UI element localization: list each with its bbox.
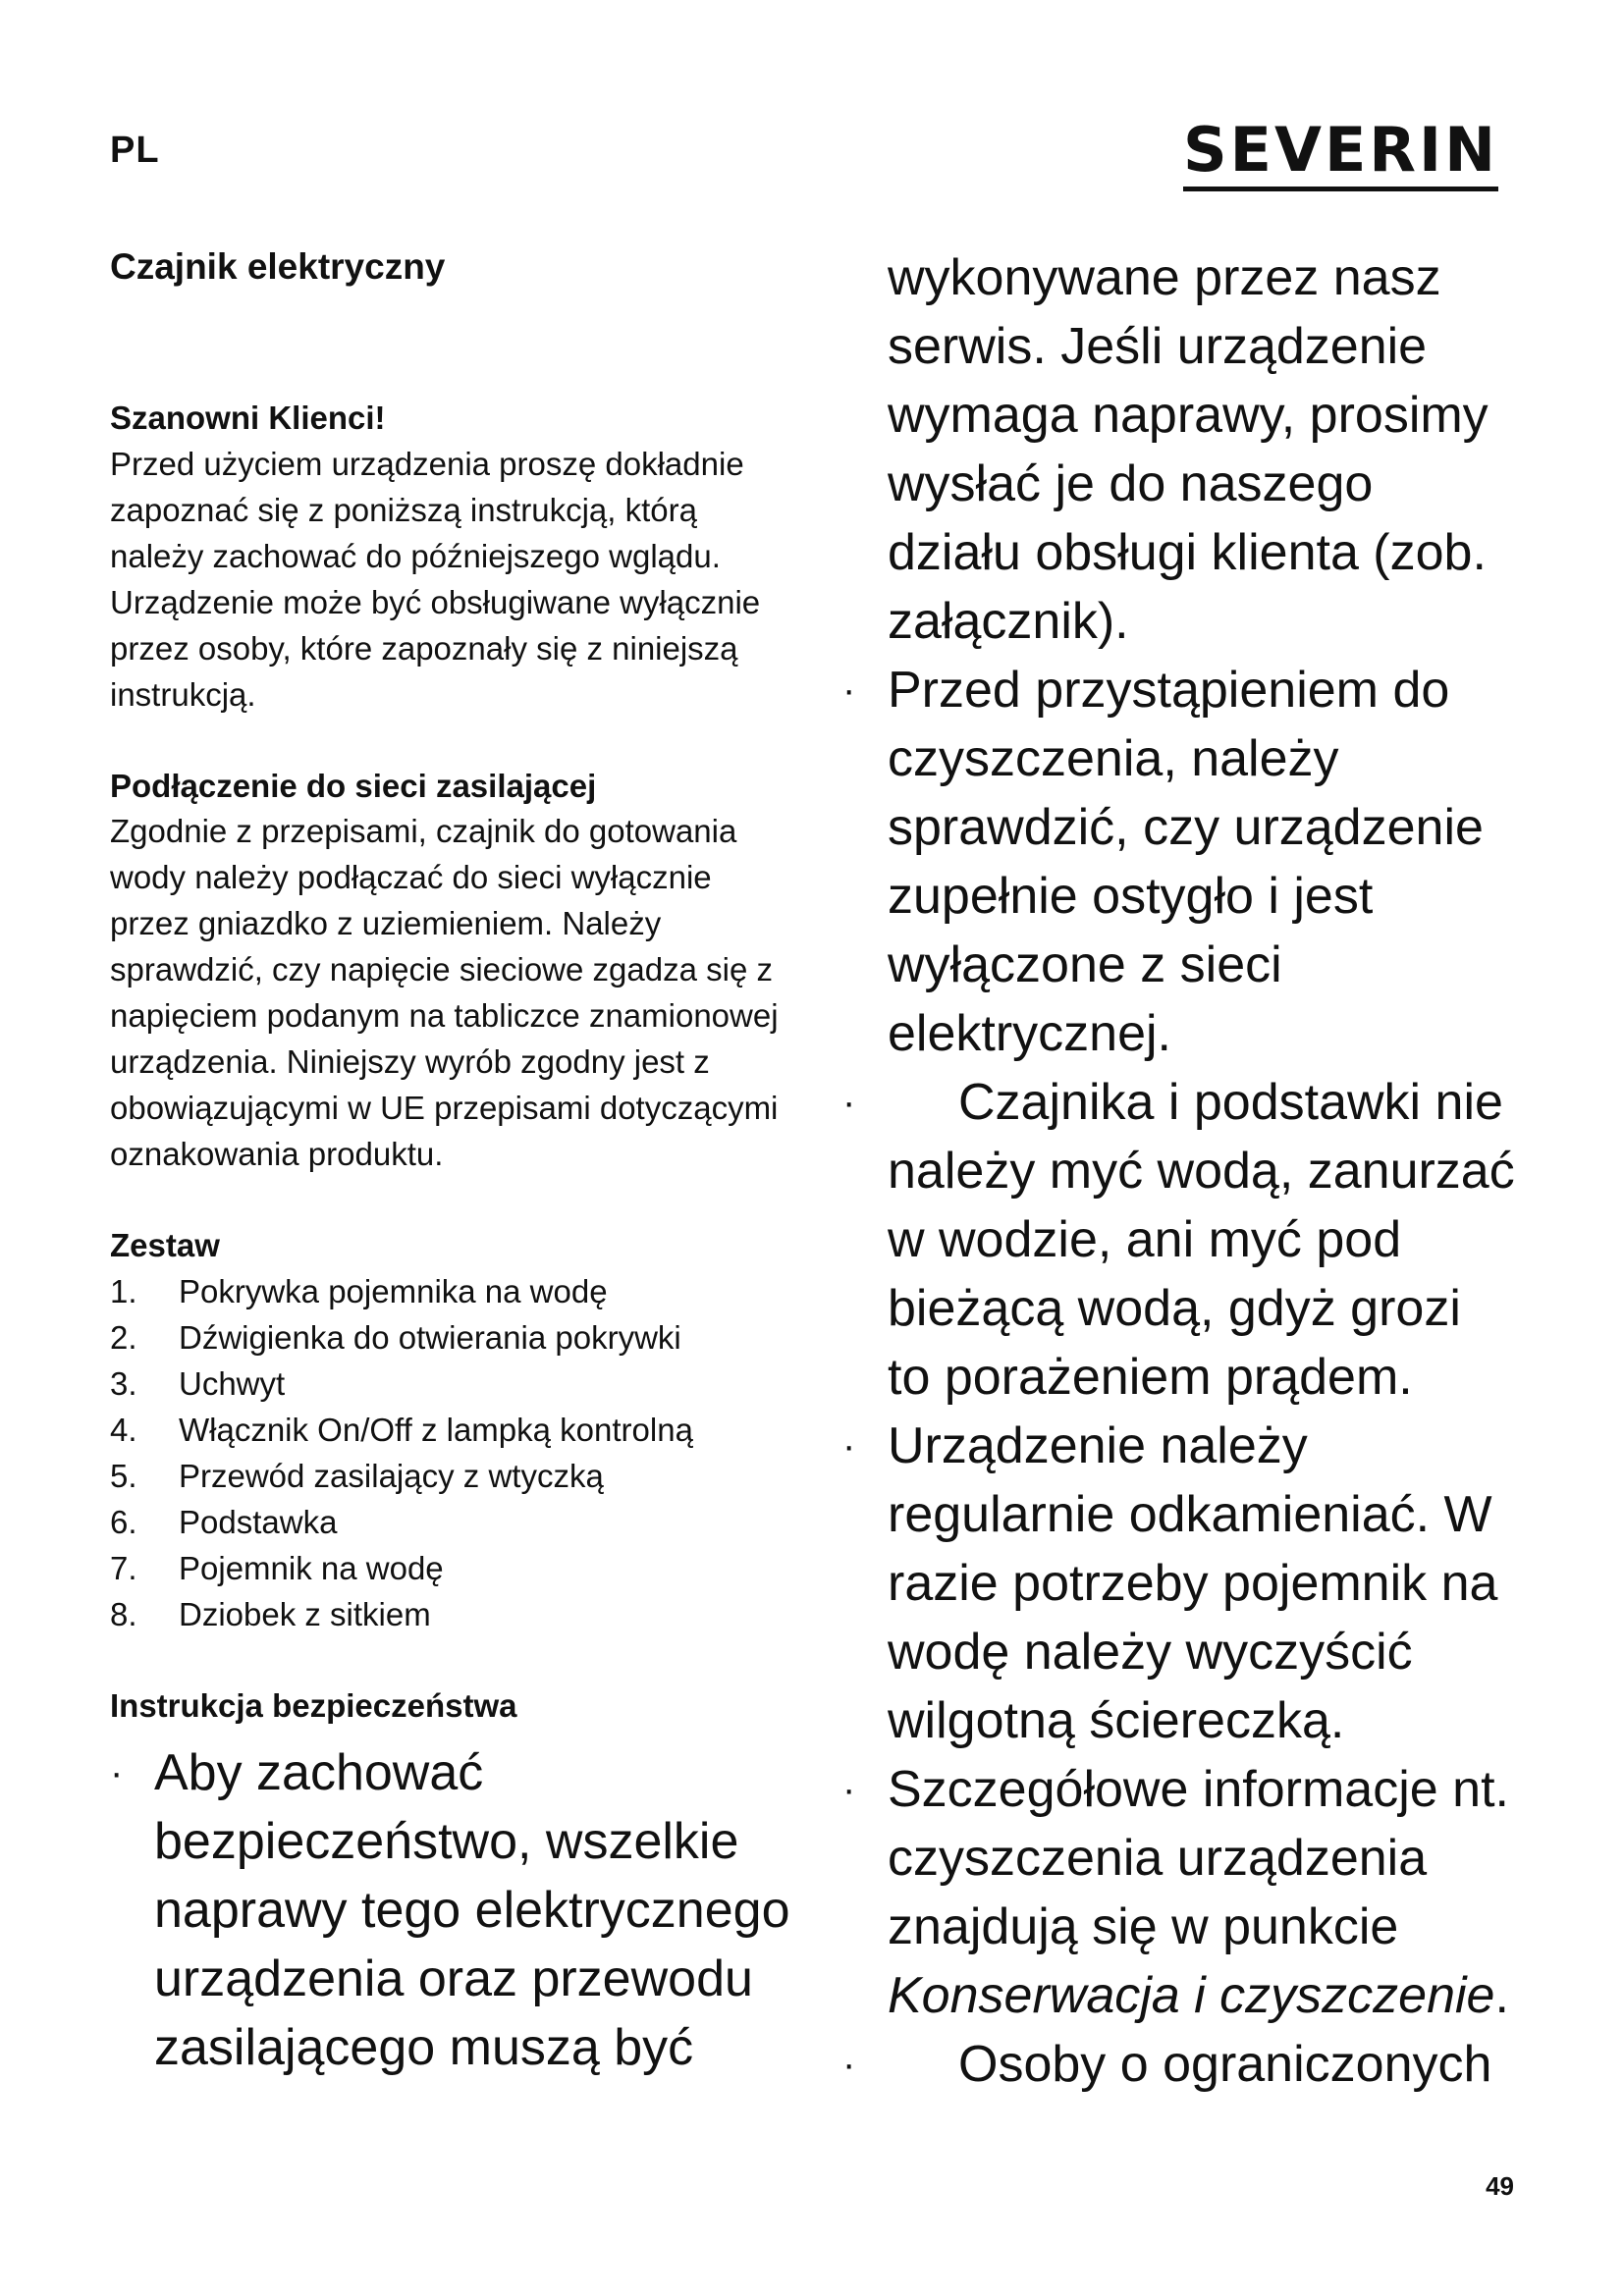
bullet-icon: · — [842, 1081, 856, 1124]
greeting-text: Przed użyciem urządzenia proszę dokładnie zapoznać się z poniższą instrukcją, którą należy zachować do późniejszego wglądu. Urządzenie może być obsługiwane wyłącznie przez osoby, które zapoznały się z niniejszą instrukcją. — [110, 445, 761, 713]
list-item: 7. Pojemnik na wodę — [110, 1550, 444, 1587]
severin-logo: SEVERIN — [1183, 120, 1498, 191]
safety-item-6: · Osoby o ograniczonych — [842, 2030, 1516, 2099]
left-column — [110, 245, 797, 2082]
greeting-heading: Szanowni Klienci! — [110, 400, 386, 437]
right-column — [842, 243, 1530, 2099]
safety-item-4: · Urządzenie należy regularnie odkamieniać. W razie potrzeby pojemnik na wodę należy wyczyścić wilgotną ściereczką. — [842, 1412, 1516, 1755]
document-title: Czajnik elektryczny — [110, 246, 446, 287]
bullet-icon: · — [842, 1768, 856, 1811]
kit-list — [110, 1268, 797, 1637]
safety-item-1-continued: wykonywane przez nasz serwis. Jeśli urządzenie wymaga naprawy, prosimy wysłać je do naszego działu obsługi klienta (zob. załącznik). — [888, 249, 1489, 650]
power-heading: Podłączenie do sieci zasilającej — [110, 767, 597, 804]
section-reference: Konserwacja i czyszczenie — [888, 1967, 1495, 2024]
bullet-icon: · — [842, 1424, 856, 1468]
list-item: 8. Dziobek z sitkiem — [110, 1596, 431, 1633]
safety-list-left — [110, 1738, 797, 2082]
language-code: PL — [110, 130, 160, 171]
safety-item-1: · Aby zachować bezpieczeństwo, wszelkie naprawy tego elektrycznego urządzenia oraz przewodu zasilającego muszą być — [110, 1738, 802, 2082]
page-number: 49 — [1486, 2171, 1514, 2201]
safety-heading: Instrukcja bezpieczeństwa — [110, 1687, 517, 1725]
list-item: 2. Dźwigienka do otwierania pokrywki — [110, 1319, 681, 1357]
power-text: Zgodnie z przepisami, czajnik do gotowania wody należy podłączać do sieci wyłącznie przez gniazdko z uziemieniem. Należy sprawdzić, czy napięcie sieciowe zgadza się z napięciem podanym na tabliczce znamionowej urządzenia. Niniejszy wyrób zgodny jest z obowiązującymi w UE przepisami dotyczącymi oznakowania produktu. — [110, 813, 779, 1173]
list-item: 5. Przewód zasilający z wtyczką — [110, 1458, 604, 1495]
list-item: 3. Uchwyt — [110, 1365, 286, 1403]
safety-list-right — [842, 243, 1530, 2099]
bullet-icon: · — [110, 1750, 124, 1794]
list-item: 4. Włącznik On/Off z lampką kontrolną — [110, 1412, 693, 1449]
bullet-icon: · — [842, 2043, 856, 2086]
safety-item-2: · Przed przystąpieniem do czyszczenia, należy sprawdzić, czy urządzenie zupełnie ostygło i jest wyłączone z sieci elektrycznej. — [842, 656, 1516, 1068]
safety-item-5: · Szczegółowe informacje nt. czyszczenia urządzenia znajdują się w punkcie Konserwacja i czyszczenie. — [842, 1755, 1516, 2030]
bullet-icon: · — [842, 668, 856, 712]
safety-item-3: · Czajnika i podstawki nie należy myć wodą, zanurzać w wodzie, ani myć pod bieżącą wodą, gdyż grozi to porażeniem prądem. — [842, 1068, 1516, 1412]
kit-heading: Zestaw — [110, 1227, 220, 1264]
list-item: 6. Podstawka — [110, 1504, 338, 1541]
list-item: 1. Pokrywka pojemnika na wodę — [110, 1273, 608, 1310]
